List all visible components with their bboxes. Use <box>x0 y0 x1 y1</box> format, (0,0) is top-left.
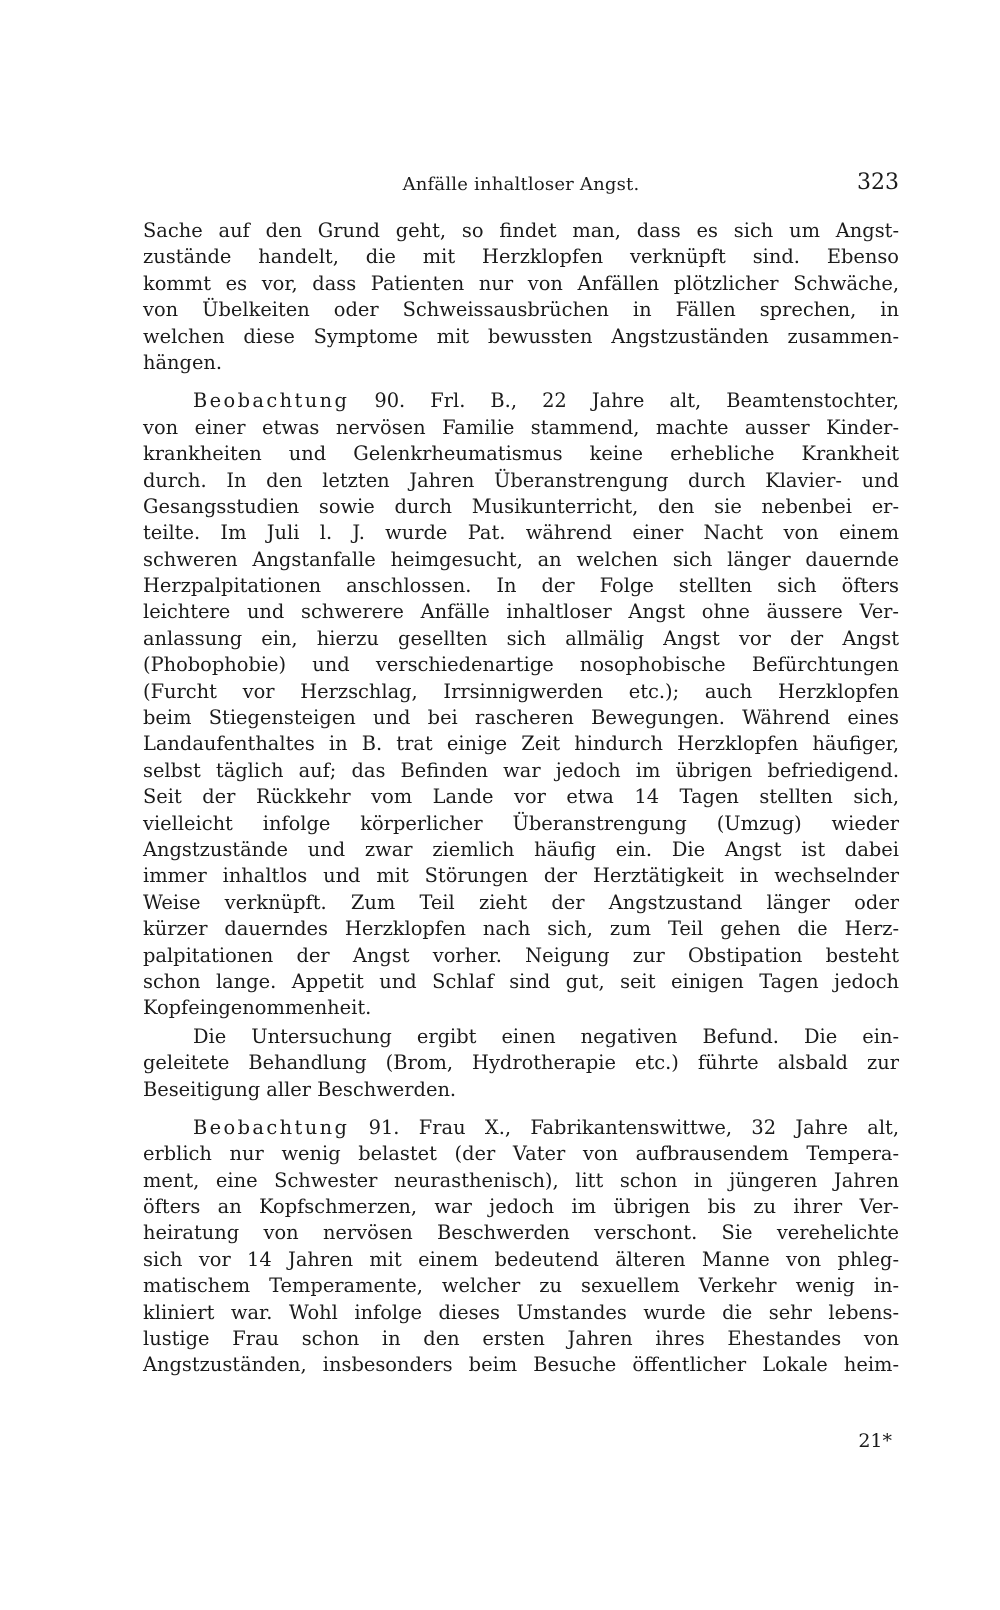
observation-label: Beobachtung <box>193 1115 350 1139</box>
text-line: matischem Temperamente, welcher zu sexuellem Verkehr wenig in- <box>143 1274 899 1298</box>
signature-mark: 21* <box>858 1430 892 1452</box>
text-line: sich vor 14 Jahren mit einem bedeutend älteren Manne von phleg- <box>143 1247 899 1271</box>
text-line: Sache auf den Grund geht, so findet man, dass es sich um Angst- <box>143 219 899 242</box>
text-line: heiratung von nervösen Beschwerden verschont. Sie verehelichte <box>143 1221 899 1245</box>
body-text <box>143 218 899 1379</box>
text-line: hängen. <box>143 350 223 374</box>
text-line: Herzpalpitationen anschlossen. In der Folge stellten sich öfters <box>143 574 899 598</box>
text-line: ment, eine Schwester neurasthenisch), litt schon in jüngeren Jahren <box>143 1168 899 1192</box>
text-line: selbst täglich auf; das Befinden war jedoch im übrigen befriedigend. <box>143 758 899 782</box>
observation-heading-line <box>143 388 899 414</box>
text-line: kliniert war. Wohl infolge dieses Umstandes wurde die sehr lebens- <box>143 1300 899 1324</box>
text-line: welchen diese Symptome mit bewussten Angstzuständen zusammen- <box>143 324 899 348</box>
observation-intro: 90. Frl. B., 22 Jahre alt, Beamtenstochter, <box>349 389 899 413</box>
running-head <box>143 168 899 208</box>
text-line: kommt es vor, dass Patienten nur von Anfällen plötzlicher Schwäche, <box>143 271 899 295</box>
text-line: anlassung ein, hierzu gesellten sich allmälig Angst vor der Angst <box>143 626 899 650</box>
text-line: von Übelkeiten oder Schweissausbrüchen in Fällen sprechen, in <box>143 298 899 322</box>
text-line: Gesangsstudien sowie durch Musikunterricht, den sie nebenbei er- <box>143 494 899 518</box>
text-line: vielleicht infolge körperlicher Überanstrengung (Umzug) wieder <box>143 811 899 835</box>
text-line: kürzer dauerndes Herzklopfen nach sich, zum Teil gehen die Herz- <box>143 917 899 941</box>
observation-90 <box>143 388 899 1103</box>
text-line: teilte. Im Juli l. J. wurde Pat. während einer Nacht von einem <box>143 521 899 545</box>
text-line: zustände handelt, die mit Herzklopfen verknüpft sind. Ebenso <box>143 245 899 269</box>
text-line: durch. In den letzten Jahren Überanstrengung durch Klavier- und <box>143 468 899 492</box>
text-line: schon lange. Appetit und Schlaf sind gut, seit einigen Tagen jedoch <box>143 969 899 993</box>
text-line: krankheiten und Gelenkrheumatismus keine erhebliche Krankheit <box>143 442 899 466</box>
text-line: schweren Angstanfalle heimgesucht, an welchen sich länger dauernde <box>143 547 899 571</box>
running-title: Anfälle inhaltloser Angst. <box>402 174 640 195</box>
text-line: erblich nur wenig belastet (der Vater von aufbrausendem Tempera- <box>143 1142 899 1166</box>
observation-heading-line <box>143 1115 899 1141</box>
observation-label: Beobachtung <box>193 389 350 413</box>
text-line: immer inhaltlos und mit Störungen der Herztätigkeit in wechselnder <box>143 864 899 888</box>
observation-intro: 91. Frau X., Fabrikantenswittwe, 32 Jahre alt, <box>349 1115 899 1139</box>
text-line: Kopfeingenommenheit. <box>143 996 372 1020</box>
observation-91 <box>143 1115 899 1379</box>
page-number: 323 <box>857 170 899 195</box>
text-line: geleitete Behandlung (Brom, Hydrotherapie etc.) führte alsbald zur <box>143 1051 899 1075</box>
text-line: Angstzustände und zwar ziemlich häufig ein. Die Angst ist dabei <box>143 837 899 861</box>
text-line: öfters an Kopfschmerzen, war jedoch im übrigen bis zu ihrer Ver- <box>143 1195 899 1219</box>
text-line: lustige Frau schon in den ersten Jahren ihres Ehestandes von <box>143 1327 899 1351</box>
text-line: Seit der Rückkehr vom Lande vor etwa 14 Tagen stellten sich, <box>143 785 899 809</box>
text-line: Angstzuständen, insbesonders beim Besuche öffentlicher Lokale heim- <box>143 1353 899 1377</box>
text-line: leichtere und schwerere Anfälle inhaltloser Angst ohne äussere Ver- <box>143 600 899 624</box>
text-line: Die Untersuchung ergibt einen negativen Befund. Die ein- <box>193 1024 899 1048</box>
text-line: Weise verknüpft. Zum Teil zieht der Angstzustand länger oder <box>143 890 899 914</box>
text-line: Landaufenthaltes in B. trat einige Zeit hindurch Herzklopfen häufiger, <box>143 732 899 756</box>
text-line: beim Stiegensteigen und bei rascheren Bewegungen. Während eines <box>143 706 899 730</box>
text-line: von einer etwas nervösen Familie stammend, machte ausser Kinder- <box>143 415 899 439</box>
text-line: palpitationen der Angst vorher. Neigung zur Obstipation besteht <box>143 943 899 967</box>
text-line: (Phobophobie) und verschiedenartige nosophobische Befürchtungen <box>143 653 899 677</box>
text-line: Beseitigung aller Beschwerden. <box>143 1077 457 1101</box>
intro-paragraph <box>143 218 899 376</box>
text-line: (Furcht vor Herzschlag, Irrsinnigwerden etc.); auch Herzklopfen <box>143 679 899 703</box>
